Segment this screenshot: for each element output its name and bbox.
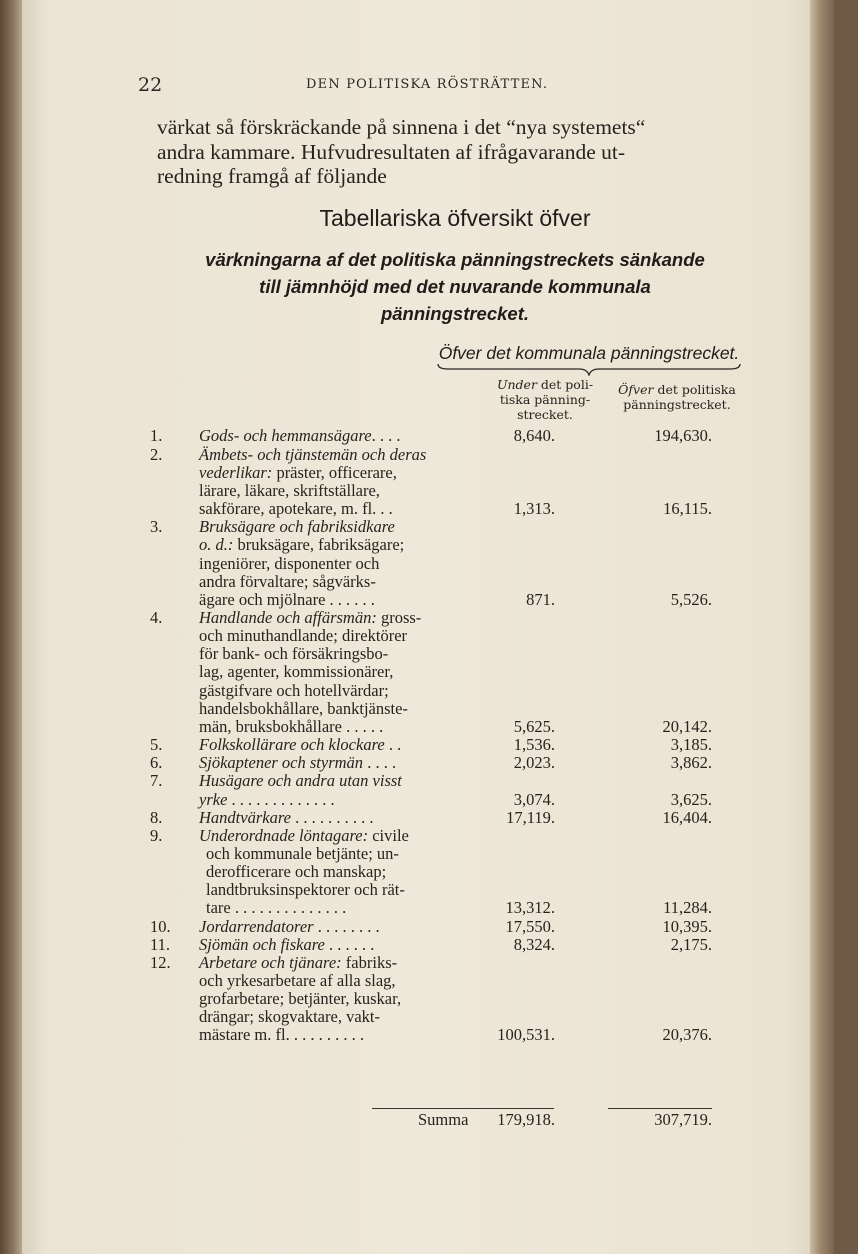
row-label-italic: Jordarrendatorer <box>199 916 314 936</box>
row-number: 10. <box>150 916 171 936</box>
col1-header-line2: tiska pänning- <box>499 392 591 407</box>
row-label-text: män, bruksbokhållare . . . . . <box>199 716 384 736</box>
row-label-italic: yrke <box>199 789 228 809</box>
row-label-text: . . . . . . . . . . <box>290 807 374 827</box>
subtitle-line: pänningstrecket. <box>380 303 530 324</box>
row-label <box>199 517 395 537</box>
sum-rule-under <box>372 1108 554 1109</box>
row-label <box>199 535 404 555</box>
row-label <box>199 1025 364 1045</box>
row-label <box>199 626 407 646</box>
row-label-text: ägare och mjölnare . . . . . . <box>199 589 375 609</box>
row-number: 1. <box>150 426 163 445</box>
row-label-text: . . . . . . <box>324 934 375 954</box>
row-label-text: för bank- och försäkringsbo- <box>199 644 389 664</box>
value-over: 16,404. <box>662 807 712 827</box>
value-over: 20,142. <box>662 716 712 736</box>
row-label <box>206 862 386 882</box>
row-label <box>199 499 393 519</box>
row-label-text: präster, officerare, <box>272 462 397 482</box>
row-label <box>199 608 421 628</box>
value-under: 3,074. <box>513 789 555 809</box>
row-number: 9. <box>150 825 163 845</box>
row-label-italic: Ämbets- och tjänstemän och deras <box>199 444 427 464</box>
row-label <box>199 644 388 664</box>
row-label <box>199 699 408 719</box>
running-header <box>138 74 728 98</box>
row-label <box>199 590 375 610</box>
row-label-text: lärare, läkare, skriftställare, <box>199 480 380 500</box>
column-header-over <box>604 382 750 412</box>
row-label-text: bruksägare, fabriksägare; <box>233 535 405 555</box>
value-over: 3,625. <box>670 789 712 809</box>
row-label-italic: Husägare och andra utan visst <box>199 771 402 791</box>
row-number: 5. <box>150 735 163 755</box>
row-label <box>199 426 401 446</box>
row-label <box>199 808 373 828</box>
column-header-under <box>490 377 600 422</box>
row-label-text: gästgifvare och hotellvärdar; <box>199 680 389 700</box>
column-brace <box>436 362 742 376</box>
row-label-text: civile <box>368 825 409 845</box>
value-under: 17,119. <box>506 807 555 827</box>
book-spine <box>0 0 22 1254</box>
row-label-italic: Gods- och hemmansägare <box>199 426 372 445</box>
row-label <box>199 662 393 682</box>
intro-line: andra kammare. Hufvudresultaten af ifrågavarande ut- <box>157 139 625 164</box>
row-number: 12. <box>150 952 171 972</box>
row-label-text: . . . . <box>363 753 397 773</box>
value-under: 13,312. <box>505 898 555 918</box>
col1-header-line3: strecket. <box>517 407 573 422</box>
row-label <box>199 681 389 701</box>
row-label <box>199 554 379 574</box>
row-label <box>206 844 399 864</box>
row-label <box>199 771 402 791</box>
row-label-italic: Bruksägare och fabriksidkare <box>199 517 395 537</box>
value-under: 8,640. <box>513 426 555 445</box>
row-number: 11. <box>150 934 171 954</box>
row-label-italic: o. d.: <box>199 535 234 555</box>
row-number: 4. <box>150 608 163 627</box>
group-column-header: Öfver det kommunala pänningstrecket. <box>438 343 740 363</box>
row-label <box>206 898 346 918</box>
running-head-title: DEN POLITISKA RÖSTRÄTTEN. <box>306 77 549 92</box>
row-number: 7. <box>150 771 163 791</box>
row-label <box>199 717 383 737</box>
row-label <box>199 445 426 465</box>
value-over: 3,185. <box>670 735 712 755</box>
row-label <box>199 735 401 755</box>
value-over: 11,284. <box>663 898 712 918</box>
sum-label: Summa <box>418 1110 469 1129</box>
row-label-text: handelsbokhållare, banktjänste- <box>199 698 408 718</box>
subtitle-line: värkningarna af det politiska pänningstreckets sänkande <box>205 249 705 270</box>
row-label-text: lag, agenter, kommissionärer, <box>199 662 394 682</box>
row-label-text: tare . . . . . . . . . . . . . . <box>206 898 347 918</box>
row-label-italic: Sjömän och fiskare <box>199 934 325 954</box>
row-number: 8. <box>150 807 163 827</box>
row-label-text: mästare m. fl. . . . . . . . . . <box>199 1025 364 1045</box>
row-label-text: sakförare, apotekare, m. fl. . . <box>199 499 393 519</box>
col2-header-line2: pänningstrecket. <box>623 397 731 412</box>
col1-header-italic: Under <box>496 377 537 392</box>
value-over: 194,630. <box>654 426 712 445</box>
row-number: 3. <box>150 517 163 537</box>
intro-paragraph <box>157 115 757 189</box>
row-label-text: gross- <box>376 608 422 627</box>
value-over: 5,526. <box>670 589 712 609</box>
value-under: 8,324. <box>513 934 555 954</box>
row-label-text: fabriks- <box>341 952 398 972</box>
value-under: 17,550. <box>505 916 555 936</box>
col2-header-italic: Öfver <box>618 382 654 397</box>
row-label <box>206 880 405 900</box>
row-label-text: . . <box>384 735 402 755</box>
value-over: 10,395. <box>662 916 712 936</box>
row-label-italic: Arbetare och tjänare: <box>199 952 342 972</box>
value-over: 2,175. <box>670 934 712 954</box>
table-title: Tabellariska öfversikt öfver <box>319 205 591 231</box>
row-label-text: grofarbetare; betjänter, kuskar, <box>199 989 402 1009</box>
row-label-italic: vederlikar: <box>199 462 273 482</box>
row-label <box>199 917 380 937</box>
row-label-text: . . . . . . . . <box>313 916 380 936</box>
row-label-text: landtbruksinspektorer och rät- <box>206 880 405 900</box>
row-label <box>199 826 409 846</box>
row-label <box>199 790 335 810</box>
row-label <box>199 953 397 973</box>
value-over: 20,376. <box>662 1025 712 1045</box>
row-label-text: derofficerare och manskap; <box>206 862 387 882</box>
row-label <box>199 481 380 501</box>
row-label-text: och kommunale betjänte; un- <box>206 843 399 863</box>
value-under: 100,531. <box>497 1025 555 1045</box>
page-number: 22 <box>138 74 163 96</box>
row-number: 2. <box>150 444 163 464</box>
row-label-text: ingeniörer, disponenter och <box>199 553 380 573</box>
intro-line: redning framgå af följande <box>157 164 387 188</box>
sum-under: 179,918. <box>497 1110 555 1129</box>
value-under: 2,023. <box>513 753 555 773</box>
row-label <box>199 572 376 592</box>
value-under: 5,625. <box>513 716 555 736</box>
row-label-italic: Handtvärkare <box>199 807 291 827</box>
row-label-italic: Underordnade löntagare: <box>199 825 369 845</box>
row-label <box>199 989 401 1009</box>
value-under: 871. <box>526 589 555 609</box>
intro-line: värkat så förskräckande på sinnena i det “nya systemets“ <box>157 115 646 139</box>
col2-header-rest: det politiska <box>653 382 736 397</box>
col1-header-rest: det poli- <box>536 377 594 392</box>
row-label <box>199 753 396 773</box>
row-label <box>199 1007 380 1027</box>
row-label-text: . . . . . . . . . . . . . <box>227 789 335 809</box>
page-edge <box>810 0 834 1254</box>
row-number: 6. <box>150 753 163 773</box>
row-label <box>199 463 397 483</box>
row-label-text: och yrkesarbetare af alla slag, <box>199 971 396 990</box>
value-over: 3,862. <box>670 753 712 773</box>
row-label-text: drängar; skogvaktare, vakt- <box>199 1007 380 1027</box>
value-over: 16,115. <box>663 499 712 519</box>
row-label-text: och minuthandlande; direktörer <box>199 626 408 646</box>
row-label <box>199 935 374 955</box>
value-under: 1,313. <box>513 499 555 519</box>
row-label-italic: Folkskollärare och klockare <box>199 735 385 755</box>
row-label-text: andra förvaltare; sågvärks- <box>199 571 376 591</box>
row-label-italic: Sjökaptener och styrmän <box>199 753 364 773</box>
sum-over: 307,719. <box>654 1110 712 1129</box>
row-label-italic: Handlande och affärsmän: <box>199 608 377 627</box>
value-under: 1,536. <box>513 735 555 755</box>
row-label <box>199 971 396 991</box>
sum-rule-over <box>608 1108 712 1109</box>
subtitle-line: till jämnhöjd med det nuvarande kommunala <box>259 276 651 297</box>
row-label-text: . . . . <box>371 426 401 445</box>
table-subtitle <box>150 246 760 327</box>
